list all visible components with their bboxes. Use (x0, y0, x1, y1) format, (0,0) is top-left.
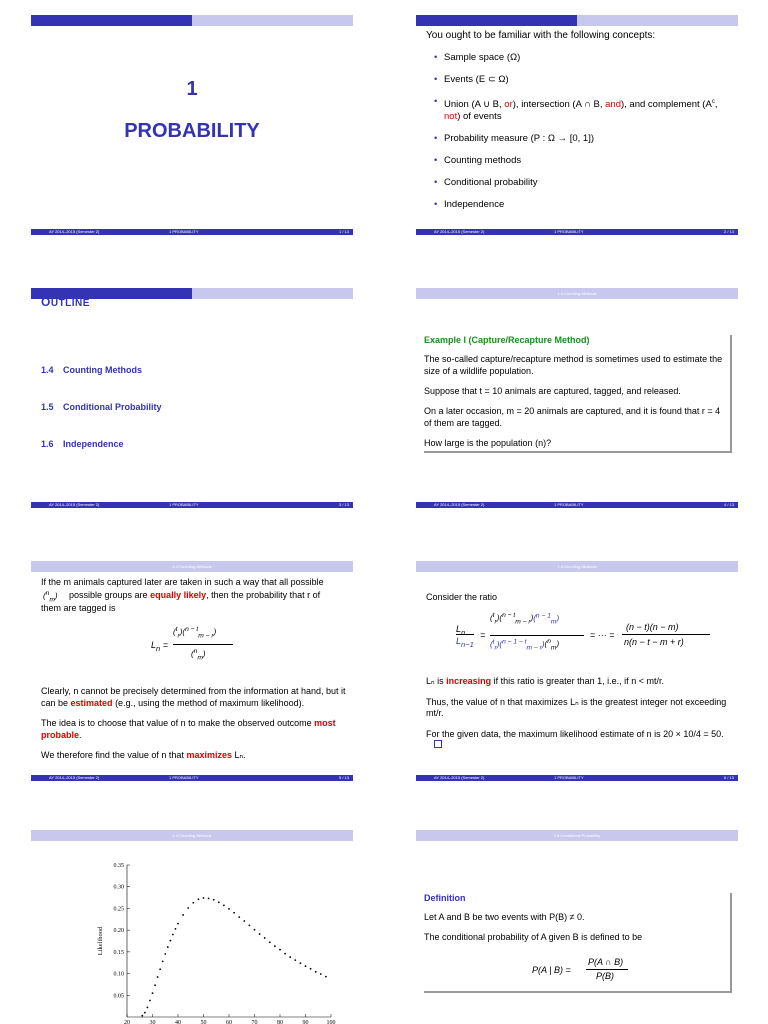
qed-square (434, 740, 442, 748)
slide-header-bar: 1.4 Counting Methods (31, 561, 353, 572)
outline-item[interactable]: 1.4 Counting Methods (41, 365, 142, 375)
data-point (198, 898, 200, 900)
list-item: • Independence (426, 199, 726, 211)
concept-list (426, 52, 726, 221)
slide-footer: AY 2014–2015 (Semester 2) 1 PROBABILITY 6 / 13 (416, 775, 738, 781)
x-tick-label: 100 (326, 1020, 336, 1024)
y-tick-label: 0.10 (113, 971, 124, 978)
chapter-number: 1 (186, 78, 198, 100)
data-point (172, 934, 174, 936)
ratio-intro: Consider the ratio (426, 592, 498, 602)
slide-6 (416, 546, 738, 788)
slide-footer: AY 2014–2015 (Semester 2) 1 PROBABILITY 3 / 13 (31, 502, 353, 508)
data-point (254, 929, 256, 931)
data-point (147, 1007, 149, 1009)
data-point (315, 971, 317, 973)
slide-header-bar: 1.4 Counting Methods (416, 561, 738, 572)
slide-7 (31, 815, 353, 1024)
x-tick-label: 50 (200, 1020, 207, 1024)
data-point (243, 920, 245, 922)
data-point (223, 904, 225, 906)
x-tick-label: 40 (175, 1020, 181, 1024)
data-point (325, 976, 327, 978)
data-point (167, 946, 169, 948)
list-item: • Conditional probability (426, 177, 726, 189)
slide-header-bar: 1.4 Counting Methods (31, 830, 353, 841)
ratio-formula: $L_n$ $L_{n-1}$ = ($^t_r$)($^{n - t}_{m - r}$)($^{n - 1}_m$) ($^t_r$)($^{n - 1 - t}_{m - r}$)($^n_m$) = ··· = (n − t)(n − m) n(n − t − m + r) (456, 610, 736, 662)
data-point (169, 940, 171, 942)
data-point (305, 965, 307, 967)
slide-footer: AY 2014–2015 (Semester 2) 1 PROBABILITY 1 / 13 (31, 229, 353, 235)
data-point (279, 949, 281, 951)
slide-header-bar: 1.5 Conditional Probability (416, 830, 738, 841)
data-point (294, 959, 296, 961)
likelihood-formula: $L_n$ = ($^t_r$)($^{n - t}_{m - r}$) ($^n_m$) (151, 626, 271, 670)
data-point (164, 953, 166, 955)
slide-1 (31, 0, 353, 242)
slide-header-bar: 1.4 Counting Methods (416, 288, 738, 299)
data-point (157, 976, 159, 978)
data-point (177, 923, 179, 925)
data-point (274, 945, 276, 947)
data-point (218, 901, 220, 903)
x-tick-label: 20 (124, 1020, 130, 1024)
data-point (300, 962, 302, 964)
data-point (154, 984, 156, 986)
data-point (233, 912, 235, 914)
y-tick-label: 0.35 (113, 863, 124, 869)
data-point (187, 907, 189, 909)
y-tick-label: 0.25 (113, 906, 124, 913)
data-point (192, 902, 194, 904)
likelihood-chart (31, 815, 353, 1024)
y-tick-label: 0.20 (113, 928, 124, 935)
slide-footer: AY 2014–2015 (Semester 2) 1 PROBABILITY 4 / 13 (416, 502, 738, 508)
page-number: 3 / 13 (338, 502, 349, 507)
data-point (152, 992, 154, 994)
data-point (182, 914, 184, 916)
data-point (320, 973, 322, 975)
page-number: 4 / 13 (723, 502, 734, 507)
data-point (175, 928, 177, 930)
intro-text: You ought to be familiar with the following concepts: (426, 30, 656, 41)
definition-block: Definition Let A and B be two events with P(B) ≠ 0. The conditional probability of A given B is defined to be P(A | B) = P(A ∩ B) P(B) (424, 893, 732, 993)
list-item: • Counting methods (426, 155, 726, 167)
slide-2 (416, 0, 738, 242)
list-item: • Sample space (Ω) (426, 52, 726, 64)
list-item: • Events (E ⊂ Ω) (426, 74, 726, 86)
data-point (144, 1012, 146, 1014)
data-point (269, 941, 271, 943)
slide-footer: AY 2014–2015 (Semester 2) 1 PROBABILITY 2 / 13 (416, 229, 738, 235)
data-point (228, 908, 230, 910)
slide-body-2: Clearly, n cannot be precisely determined from the information at hand, but it can be estimated (e.g., using the method of maximum likelihood). The idea is to choose that value of n to make the observed outcome most probable. We therefore find the value of n that maximizes Lₙ. (41, 686, 346, 760)
outline-item[interactable]: 1.6 Independence (41, 439, 124, 449)
data-point (162, 961, 164, 963)
data-point (159, 968, 161, 970)
slide-4 (416, 273, 738, 515)
slide-footer: AY 2014–2015 (Semester 2) 1 PROBABILITY 5 / 13 (31, 775, 353, 781)
list-item: • Union (A ∪ B, or), intersection (A ∩ B, and), and complement ($A^c$, not) of events (426, 96, 726, 123)
page-number: 2 / 13 (723, 229, 734, 234)
x-tick-label: 60 (226, 1020, 232, 1024)
chapter-title: PROBABILITY (124, 120, 260, 142)
y-tick-label: 0.30 (113, 884, 124, 891)
list-item: • Probability measure (P : Ω → [0, 1]) (426, 133, 726, 145)
data-point (249, 924, 251, 926)
x-tick-label: 80 (277, 1020, 283, 1024)
outline-heading: OUTLINE (41, 295, 90, 309)
y-tick-label: 0.05 (113, 993, 124, 1000)
example-block: Example I (Capture/Recapture Method) The so-called capture/recapture method is sometimes used to estimate the size of a wildlife population. Suppose that t = 10 animals are captured, tagged, and released. On a later occasion, m = 20 animals are captured, and it is found that r = 4 of them are tagged. How large is the population (n)? (424, 335, 732, 453)
slide-header-bar (31, 15, 353, 26)
slide-header-bar (416, 15, 738, 26)
page-number: 6 / 13 (723, 775, 734, 780)
data-point (141, 1015, 143, 1017)
data-point (259, 933, 261, 935)
x-tick-label: 70 (251, 1020, 258, 1024)
block-title: Definition (424, 893, 466, 903)
data-point (264, 937, 266, 939)
conditional-formula: P(A | B) = P(A ∩ B) P(B) (532, 957, 652, 987)
page-number: 1 / 13 (338, 229, 349, 234)
outline-item[interactable]: 1.5 Conditional Probability (41, 402, 162, 412)
y-tick-label: 0.15 (113, 949, 124, 956)
data-point (203, 897, 205, 899)
data-point (284, 953, 286, 955)
data-point (213, 899, 215, 901)
slide-5 (31, 546, 353, 788)
slide-8 (416, 815, 738, 1024)
data-point (208, 898, 210, 900)
slide-body: Lₙ is increasing if this ratio is greater than 1, i.e., if n < mt/r. Thus, the value of n that maximizes Lₙ is the greatest integer not exceeding mt/r. For the given data, the maximum likelihood estimate of n is 20 × 10/4 = 50. (426, 676, 731, 761)
data-point (149, 1000, 151, 1002)
y-axis-label: Likelihood (97, 926, 104, 956)
block-title: Example I (Capture/Recapture Method) (424, 335, 590, 345)
data-point (289, 956, 291, 958)
slide-3 (31, 273, 353, 515)
data-point (238, 916, 240, 918)
x-tick-label: 90 (302, 1020, 309, 1024)
slide-body: If the m animals captured later are taken in such a way that all possible ($^n_m$) possible groups are equally likely, then the probability that r of them are tagged is (41, 577, 324, 613)
page-number: 5 / 13 (338, 775, 349, 780)
x-tick-label: 30 (149, 1020, 156, 1024)
data-point (310, 968, 312, 970)
